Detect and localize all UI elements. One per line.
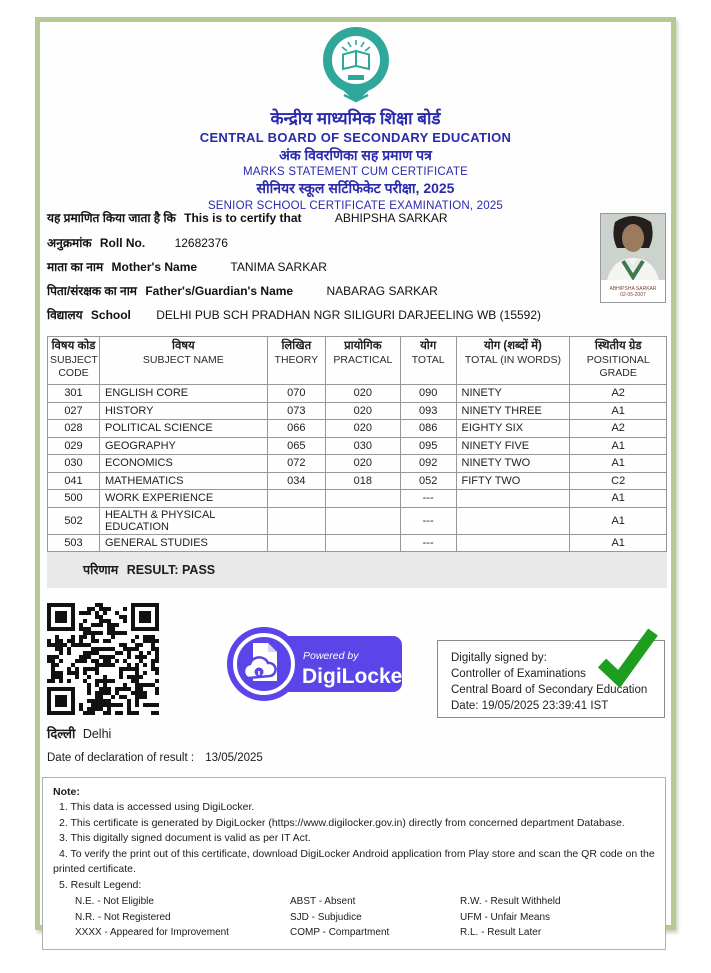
legend-row xyxy=(75,894,655,910)
table-cell xyxy=(325,490,400,508)
photo-caption xyxy=(601,286,665,298)
school-label-english: School xyxy=(90,308,131,322)
table-cell: 066 xyxy=(267,420,325,438)
signature-line-1: Digitally signed by: xyxy=(451,652,547,664)
marks-table-section xyxy=(47,336,667,588)
digital-signature-box xyxy=(437,640,665,718)
table-cell: A1 xyxy=(570,437,667,455)
marks-table-head-row xyxy=(48,337,667,385)
signature-date: Date: 19/05/2025 23:39:41 IST xyxy=(451,700,609,712)
table-cell: 020 xyxy=(325,455,400,473)
table-cell: GEOGRAPHY xyxy=(99,437,267,455)
table-cell xyxy=(456,490,570,508)
father-name: NABARAG SARKAR xyxy=(326,284,438,298)
table-cell: A2 xyxy=(570,385,667,403)
table-cell: 020 xyxy=(325,420,400,438)
table-cell: 030 xyxy=(48,455,100,473)
table-cell: 065 xyxy=(267,437,325,455)
legend-entry: UFM - Unfair Means xyxy=(460,911,551,923)
table-cell: 092 xyxy=(400,455,456,473)
legend-entry: N.E. - Not Eligible xyxy=(75,896,154,907)
table-cell: A2 xyxy=(570,420,667,438)
father-label-english: Father's/Guardian's Name xyxy=(145,284,294,298)
table-cell: 090 xyxy=(400,385,456,403)
table-cell: 095 xyxy=(400,437,456,455)
table-cell: 030 xyxy=(325,437,400,455)
note-item: 4. To verify the print out of this certificate, download DigiLocker Android application from Play store and scan the QR code on the printed certificate. xyxy=(53,847,655,875)
table-cell: 086 xyxy=(400,420,456,438)
certificate-header xyxy=(40,22,671,215)
table-cell: FIFTY TWO xyxy=(456,472,570,490)
qr-code-svg xyxy=(47,603,159,715)
declaration-date: 13/05/2025 xyxy=(205,752,263,764)
table-cell: A1 xyxy=(570,507,667,534)
column-header: विषय SUBJECT NAME xyxy=(99,337,267,385)
table-cell: GENERAL STUDIES xyxy=(99,534,267,552)
table-cell xyxy=(456,534,570,552)
note-item: 5. Result Legend: xyxy=(59,878,142,891)
note-title: Note: xyxy=(53,786,80,798)
table-cell: A1 xyxy=(570,490,667,508)
table-cell: POLITICAL SCIENCE xyxy=(99,420,267,438)
legend-entry: ABST - Absent xyxy=(290,896,356,907)
table-cell xyxy=(325,507,400,534)
table-cell: 500 xyxy=(48,490,100,508)
table-cell: NINETY FIVE xyxy=(456,437,570,455)
table-row xyxy=(48,534,667,552)
table-cell: 301 xyxy=(48,385,100,403)
result-value: RESULT: PASS xyxy=(126,563,216,577)
table-cell: 027 xyxy=(48,402,100,420)
table-cell: 052 xyxy=(400,472,456,490)
table-cell: 093 xyxy=(400,402,456,420)
table-cell: A1 xyxy=(570,534,667,552)
certify-label-english: This is to certify that xyxy=(184,211,302,225)
table-cell: WORK EXPERIENCE xyxy=(99,490,267,508)
table-cell xyxy=(267,507,325,534)
father-row xyxy=(47,282,438,299)
roll-label-english: Roll No. xyxy=(99,236,146,250)
doc-title-hindi: अंक विवरणिका सह प्रमाण पत्र xyxy=(279,147,432,163)
note-items xyxy=(53,800,655,893)
photo-caption-name: ABHIPSHA SARKAR xyxy=(609,286,657,292)
table-cell: NINETY TWO xyxy=(456,455,570,473)
signature-line-2: Controller of Examinations xyxy=(451,668,586,680)
result-label-hindi: परिणाम xyxy=(83,563,119,577)
legend-entry: COMP - Compartment xyxy=(290,927,390,938)
table-cell: 073 xyxy=(267,402,325,420)
note-box xyxy=(42,777,666,950)
certify-label-hindi: यह प्रमाणित किया जाता है कि xyxy=(47,211,176,225)
table-cell: --- xyxy=(400,534,456,552)
table-cell: NINETY THREE xyxy=(456,402,570,420)
photo-caption-date: 02-05-2007 xyxy=(620,292,646,298)
student-photo xyxy=(600,213,666,303)
table-row xyxy=(48,385,667,403)
roll-label-hindi: अनुक्रमांक xyxy=(47,236,92,250)
table-row xyxy=(48,402,667,420)
org-name-english: CENTRAL BOARD OF SECONDARY EDUCATION xyxy=(199,130,512,145)
digilocker-badge xyxy=(226,626,404,707)
table-cell: NINETY xyxy=(456,385,570,403)
marks-table xyxy=(47,336,667,552)
table-cell: --- xyxy=(400,507,456,534)
declaration-line xyxy=(47,752,263,764)
certify-row xyxy=(47,209,448,226)
roll-number: 12682376 xyxy=(174,236,228,250)
legend xyxy=(75,894,655,941)
result-band xyxy=(47,552,667,588)
declaration-label: Date of declaration of result : xyxy=(47,752,195,764)
checkmark-icon xyxy=(594,627,658,689)
table-row xyxy=(48,455,667,473)
table-cell: 029 xyxy=(48,437,100,455)
doc-title-english: MARKS STATEMENT CUM CERTIFICATE xyxy=(243,166,468,178)
exam-title-hindi: सीनियर स्कूल सर्टिफिकेट परीक्षा, 2025 xyxy=(256,180,455,196)
table-cell xyxy=(267,490,325,508)
school-name: DELHI PUB SCH PRADHAN NGR SILIGURI DARJEELING WB (15592) xyxy=(156,308,542,322)
certificate-border xyxy=(35,17,676,938)
place-line xyxy=(47,724,111,742)
student-name: ABHIPSHA SARKAR xyxy=(334,211,448,225)
table-row xyxy=(48,507,667,534)
table-row xyxy=(48,437,667,455)
exam-title-english: SENIOR SCHOOL CERTIFICATE EXAMINATION, 2025 xyxy=(207,200,504,212)
badge-digilocker-text: DigiLocker xyxy=(302,665,404,688)
column-header: लिखित THEORY xyxy=(267,337,325,385)
place-english: Delhi xyxy=(82,727,112,741)
column-header: प्रायोगिक PRACTICAL xyxy=(325,337,400,385)
table-row xyxy=(48,490,667,508)
school-label-hindi: विद्यालय xyxy=(47,308,83,322)
table-cell: 072 xyxy=(267,455,325,473)
table-cell: EIGHTY SIX xyxy=(456,420,570,438)
table-cell: 041 xyxy=(48,472,100,490)
table-cell: 020 xyxy=(325,385,400,403)
table-cell: C2 xyxy=(570,472,667,490)
cbse-logo-icon xyxy=(319,27,393,105)
mother-row xyxy=(47,258,327,275)
legend-entry: R.W. - Result Withheld xyxy=(460,896,561,907)
mother-label-english: Mother's Name xyxy=(111,260,198,274)
legend-entry: N.R. - Not Registered xyxy=(75,911,171,923)
note-item: 1. This data is accessed using DigiLocker. xyxy=(59,801,255,813)
table-row xyxy=(48,472,667,490)
table-cell xyxy=(456,507,570,534)
badge-powered-by-text: Powered by xyxy=(303,650,359,662)
school-row xyxy=(47,306,541,323)
table-cell: HISTORY xyxy=(99,402,267,420)
column-header: स्थितीय ग्रेड POSITIONAL GRADE xyxy=(570,337,667,385)
table-cell xyxy=(325,534,400,552)
legend-entry: XXXX - Appeared for Improvement xyxy=(75,927,229,938)
table-cell xyxy=(267,534,325,552)
table-cell: 502 xyxy=(48,507,100,534)
legend-entry: SJD - Subjudice xyxy=(290,911,362,923)
roll-row xyxy=(47,234,228,251)
student-photo-image xyxy=(601,214,665,280)
table-cell: --- xyxy=(400,490,456,508)
table-cell: A1 xyxy=(570,402,667,420)
table-cell: A1 xyxy=(570,455,667,473)
table-cell: 028 xyxy=(48,420,100,438)
legend-entry: R.L. - Result Later xyxy=(460,927,542,938)
table-cell: ENGLISH CORE xyxy=(99,385,267,403)
legend-row xyxy=(75,925,655,941)
digilocker-badge-icon xyxy=(226,626,404,702)
place-hindi: दिल्ली xyxy=(47,726,76,741)
table-cell: 020 xyxy=(325,402,400,420)
table-cell: MATHEMATICS xyxy=(99,472,267,490)
table-row xyxy=(48,420,667,438)
table-cell: ECONOMICS xyxy=(99,455,267,473)
father-label-hindi: पिता/संरक्षक का नाम xyxy=(47,284,137,298)
table-cell: 070 xyxy=(267,385,325,403)
legend-row xyxy=(75,910,655,926)
note-item: 2. This certificate is generated by DigiLocker (https://www.digilocker.gov.in) directly from concerned department Database. xyxy=(59,816,625,829)
table-cell: 018 xyxy=(325,472,400,490)
org-name-hindi: केन्द्रीय माध्यमिक शिक्षा बोर्ड xyxy=(270,109,441,128)
column-header: योग TOTAL xyxy=(400,337,456,385)
column-header: विषय कोड SUBJECT CODE xyxy=(48,337,100,385)
mother-label-hindi: माता का नाम xyxy=(47,260,104,274)
note-item: 3. This digitally signed document is valid as per IT Act. xyxy=(59,832,311,844)
mother-name: TANIMA SARKAR xyxy=(230,260,327,274)
signature-line-3: Central Board of Secondary Education xyxy=(451,684,648,696)
table-cell: 503 xyxy=(48,534,100,552)
column-header: योग (शब्दों में) TOTAL (IN WORDS) xyxy=(456,337,570,385)
table-cell: HEALTH & PHYSICAL EDUCATION xyxy=(99,507,267,534)
qr-code xyxy=(47,603,159,715)
marks-table-body xyxy=(48,385,667,552)
table-cell: 034 xyxy=(267,472,325,490)
